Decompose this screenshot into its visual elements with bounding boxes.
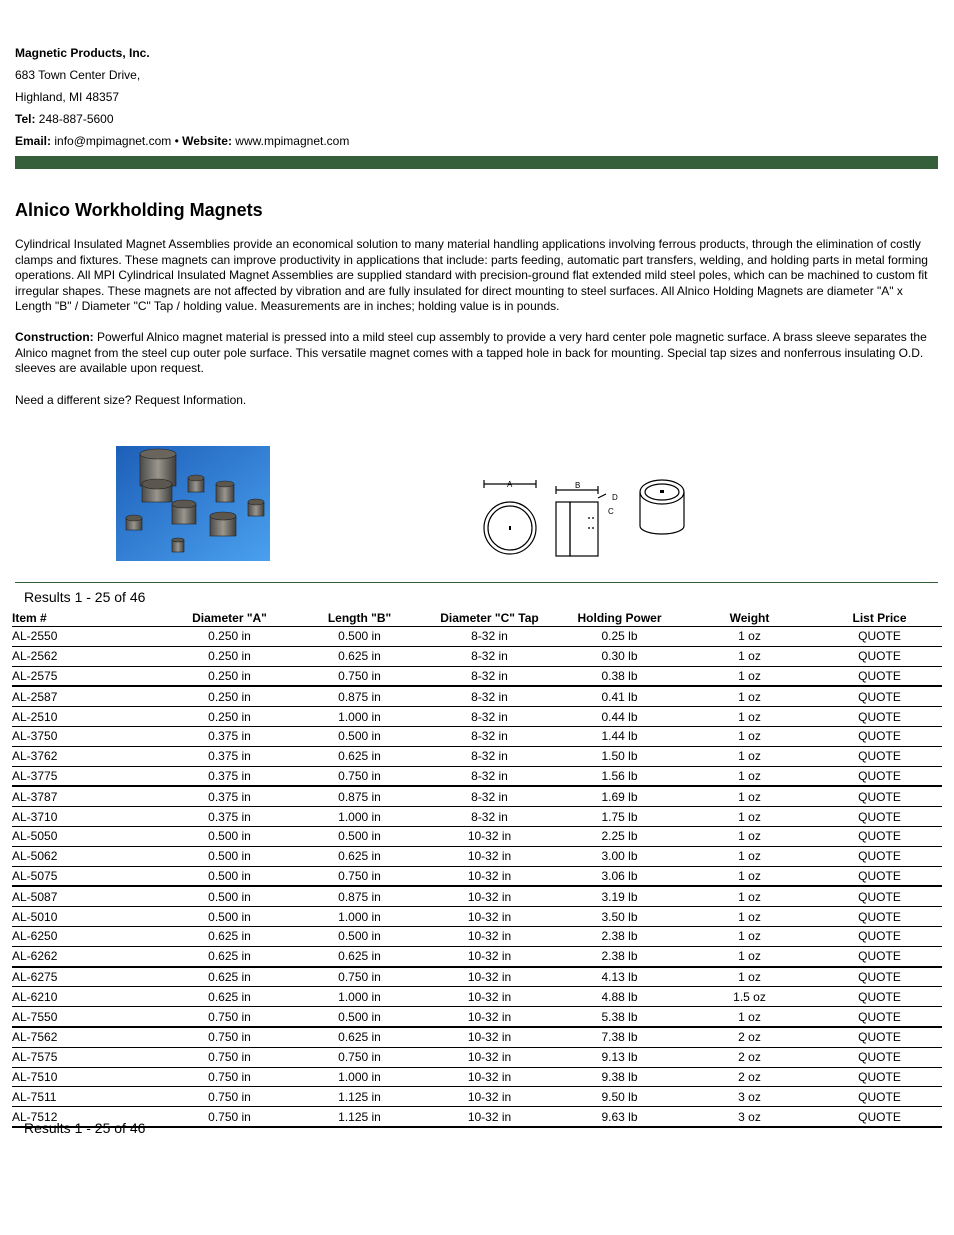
weight-cell: 1 oz xyxy=(682,686,817,706)
item-number-cell[interactable]: AL-7562 xyxy=(12,1027,162,1047)
list-price-cell[interactable]: QUOTE xyxy=(817,886,942,906)
holding-power-cell: 3.06 lb xyxy=(557,866,682,886)
list-price-cell[interactable]: QUOTE xyxy=(817,1107,942,1127)
holding-power-cell: 0.44 lb xyxy=(557,707,682,727)
diameter-c-tap-cell: 8-32 in xyxy=(422,686,557,706)
table-row[interactable] xyxy=(12,786,942,806)
diameter-c-tap-cell: 8-32 in xyxy=(422,646,557,666)
item-number-cell[interactable]: AL-2550 xyxy=(12,627,162,647)
diameter-a-cell: 0.750 in xyxy=(162,1047,297,1067)
table-row[interactable] xyxy=(12,746,942,766)
list-price-cell[interactable]: QUOTE xyxy=(817,1067,942,1087)
length-b-cell: 0.625 in xyxy=(297,746,422,766)
diameter-c-tap-cell: 8-32 in xyxy=(422,707,557,727)
weight-cell: 1 oz xyxy=(682,1007,817,1027)
header-divider-bar xyxy=(15,156,938,169)
table-row[interactable] xyxy=(12,807,942,827)
diameter-a-cell: 0.750 in xyxy=(162,1087,297,1107)
weight-cell: 3 oz xyxy=(682,1107,817,1127)
item-number-cell[interactable]: AL-5010 xyxy=(12,907,162,927)
company-name: Magnetic Products, Inc. xyxy=(15,46,150,60)
col-weight[interactable]: Weight xyxy=(682,609,817,627)
email-link[interactable]: info@mpimagnet.com xyxy=(54,134,172,148)
weight-cell: 1 oz xyxy=(682,946,817,966)
holding-power-cell: 3.00 lb xyxy=(557,846,682,866)
item-number-cell[interactable]: AL-6210 xyxy=(12,987,162,1007)
table-row[interactable] xyxy=(12,907,942,927)
diameter-a-cell: 0.375 in xyxy=(162,766,297,786)
diameter-c-tap-cell: 10-32 in xyxy=(422,946,557,966)
diameter-c-tap-cell: 10-32 in xyxy=(422,1027,557,1047)
separator: • xyxy=(174,134,179,148)
diameter-a-cell: 0.250 in xyxy=(162,666,297,686)
length-b-cell: 0.750 in xyxy=(297,766,422,786)
diameter-c-tap-cell: 10-32 in xyxy=(422,866,557,886)
diameter-a-cell: 0.625 in xyxy=(162,926,297,946)
col-diameter-c-tap[interactable]: Diameter "C" Tap xyxy=(422,609,557,627)
weight-cell: 1 oz xyxy=(682,846,817,866)
holding-power-cell: 4.88 lb xyxy=(557,987,682,1007)
diameter-a-cell: 0.250 in xyxy=(162,707,297,727)
weight-cell: 1.5 oz xyxy=(682,987,817,1007)
holding-power-cell: 1.44 lb xyxy=(557,726,682,746)
holding-power-cell: 1.50 lb xyxy=(557,746,682,766)
length-b-cell: 1.000 in xyxy=(297,707,422,727)
weight-cell: 1 oz xyxy=(682,707,817,727)
address-line-2: Highland, MI 48357 xyxy=(15,90,120,104)
table-row[interactable] xyxy=(12,926,942,946)
diameter-c-tap-cell: 10-32 in xyxy=(422,1007,557,1027)
table-row[interactable] xyxy=(12,1047,942,1067)
diameter-a-cell: 0.750 in xyxy=(162,1007,297,1027)
weight-cell: 1 oz xyxy=(682,726,817,746)
item-number-cell[interactable]: AL-2587 xyxy=(12,686,162,706)
diameter-c-tap-cell: 10-32 in xyxy=(422,846,557,866)
list-price-cell[interactable]: QUOTE xyxy=(817,726,942,746)
section-divider xyxy=(15,582,938,583)
weight-cell: 3 oz xyxy=(682,1087,817,1107)
item-number-cell[interactable]: AL-7510 xyxy=(12,1067,162,1087)
diameter-a-cell: 0.750 in xyxy=(162,1067,297,1087)
table-row[interactable] xyxy=(12,1107,942,1127)
length-b-cell: 0.625 in xyxy=(297,646,422,666)
holding-power-cell: 2.38 lb xyxy=(557,946,682,966)
label-c: C xyxy=(608,507,614,516)
length-b-cell: 0.500 in xyxy=(297,826,422,846)
email-label: Email: xyxy=(15,134,52,148)
table-row[interactable] xyxy=(12,627,942,647)
col-item[interactable]: Item # xyxy=(12,609,162,627)
list-price-cell[interactable]: QUOTE xyxy=(817,746,942,766)
col-holding-power[interactable]: Holding Power xyxy=(557,609,682,627)
holding-power-cell: 5.38 lb xyxy=(557,1007,682,1027)
list-price-cell[interactable]: QUOTE xyxy=(817,907,942,927)
table-row[interactable] xyxy=(12,707,942,727)
holding-power-cell: 0.41 lb xyxy=(557,686,682,706)
weight-cell: 1 oz xyxy=(682,826,817,846)
list-price-cell[interactable]: QUOTE xyxy=(817,1087,942,1107)
table-row[interactable] xyxy=(12,846,942,866)
construction-text: Powerful Alnico magnet material is pressed into a mild steel cup assembly to provide a very hard center pole magnetic surface. A brass sleeve separates the Alnico magnet from the steel cup outer pole surface. This versatile magnet comes with a tapped hole in back for mounting. Special tap sizes and nonferrous insulating O.D. sleeves are available upon request. xyxy=(15,330,927,376)
website-label: Website: xyxy=(182,134,232,148)
item-number-cell[interactable]: AL-7575 xyxy=(12,1047,162,1067)
length-b-cell: 1.000 in xyxy=(297,907,422,927)
length-b-cell: 1.000 in xyxy=(297,987,422,1007)
diameter-a-cell: 0.500 in xyxy=(162,846,297,866)
holding-power-cell: 7.38 lb xyxy=(557,1027,682,1047)
holding-power-cell: 2.38 lb xyxy=(557,926,682,946)
weight-cell: 1 oz xyxy=(682,666,817,686)
list-price-cell[interactable]: QUOTE xyxy=(817,807,942,827)
table-header-row xyxy=(12,609,942,627)
holding-power-cell: 2.25 lb xyxy=(557,826,682,846)
item-number-cell[interactable]: AL-3710 xyxy=(12,807,162,827)
length-b-cell: 1.125 in xyxy=(297,1107,422,1127)
length-b-cell: 1.125 in xyxy=(297,1087,422,1107)
address-line-1: 683 Town Center Drive, xyxy=(15,68,141,82)
table-row[interactable] xyxy=(12,1067,942,1087)
weight-cell: 1 oz xyxy=(682,926,817,946)
holding-power-cell: 9.13 lb xyxy=(557,1047,682,1067)
tel-label: Tel: xyxy=(15,112,36,126)
holding-power-cell: 1.69 lb xyxy=(557,786,682,806)
holding-power-cell: 0.30 lb xyxy=(557,646,682,666)
item-number-cell[interactable]: AL-5050 xyxy=(12,826,162,846)
holding-power-cell: 9.50 lb xyxy=(557,1087,682,1107)
list-price-cell[interactable]: QUOTE xyxy=(817,926,942,946)
list-price-cell[interactable]: QUOTE xyxy=(817,686,942,706)
list-price-cell[interactable]: QUOTE xyxy=(817,786,942,806)
table-row[interactable] xyxy=(12,666,942,686)
diameter-c-tap-cell: 8-32 in xyxy=(422,627,557,647)
list-price-cell[interactable]: QUOTE xyxy=(817,646,942,666)
table-row[interactable] xyxy=(12,726,942,746)
diameter-a-cell: 0.500 in xyxy=(162,907,297,927)
table-row[interactable] xyxy=(12,646,942,666)
holding-power-cell: 1.56 lb xyxy=(557,766,682,786)
length-b-cell: 0.750 in xyxy=(297,666,422,686)
diameter-c-tap-cell: 10-32 in xyxy=(422,1047,557,1067)
list-price-cell[interactable]: QUOTE xyxy=(817,967,942,987)
weight-cell: 1 oz xyxy=(682,766,817,786)
products-table xyxy=(12,609,942,1128)
length-b-cell: 0.625 in xyxy=(297,846,422,866)
item-number-cell[interactable]: AL-2575 xyxy=(12,666,162,686)
holding-power-cell: 0.25 lb xyxy=(557,627,682,647)
table-row[interactable] xyxy=(12,1027,942,1047)
table-body xyxy=(12,627,942,1127)
item-number-cell[interactable]: AL-3762 xyxy=(12,746,162,766)
diameter-a-cell: 0.500 in xyxy=(162,886,297,906)
length-b-cell: 0.875 in xyxy=(297,886,422,906)
length-b-cell: 0.625 in xyxy=(297,946,422,966)
list-price-cell[interactable]: QUOTE xyxy=(817,866,942,886)
item-number-cell[interactable]: AL-3750 xyxy=(12,726,162,746)
weight-cell: 1 oz xyxy=(682,807,817,827)
diameter-c-tap-cell: 10-32 in xyxy=(422,987,557,1007)
weight-cell: 1 oz xyxy=(682,627,817,647)
holding-power-cell: 1.75 lb xyxy=(557,807,682,827)
list-price-cell[interactable]: QUOTE xyxy=(817,1047,942,1067)
results-count-top: Results 1 - 25 of 46 xyxy=(24,589,146,605)
diameter-a-cell: 0.375 in xyxy=(162,746,297,766)
item-number-cell[interactable]: AL-7512 xyxy=(12,1107,162,1127)
length-b-cell: 1.000 in xyxy=(297,807,422,827)
length-b-cell: 0.500 in xyxy=(297,627,422,647)
item-number-cell[interactable]: AL-7550 xyxy=(12,1007,162,1027)
item-number-cell[interactable]: AL-7511 xyxy=(12,1087,162,1107)
table-row[interactable] xyxy=(12,866,942,886)
weight-cell: 1 oz xyxy=(682,746,817,766)
table-row[interactable] xyxy=(12,1087,942,1107)
holding-power-cell: 3.50 lb xyxy=(557,907,682,927)
list-price-cell[interactable]: QUOTE xyxy=(817,1027,942,1047)
list-price-cell[interactable]: QUOTE xyxy=(817,826,942,846)
holding-power-cell: 3.19 lb xyxy=(557,886,682,906)
diameter-a-cell: 0.750 in xyxy=(162,1027,297,1047)
diameter-a-cell: 0.625 in xyxy=(162,967,297,987)
request-info-link[interactable]: Need a different size? Request Information. xyxy=(15,393,247,407)
table-row[interactable] xyxy=(12,886,942,906)
table-row[interactable] xyxy=(12,967,942,987)
diameter-c-tap-cell: 8-32 in xyxy=(422,766,557,786)
item-number-cell[interactable]: AL-6250 xyxy=(12,926,162,946)
diameter-c-tap-cell: 10-32 in xyxy=(422,1067,557,1087)
weight-cell: 2 oz xyxy=(682,1027,817,1047)
col-list-price[interactable]: List Price xyxy=(817,609,942,627)
weight-cell: 1 oz xyxy=(682,967,817,987)
weight-cell: 1 oz xyxy=(682,886,817,906)
diameter-c-tap-cell: 10-32 in xyxy=(422,1087,557,1107)
weight-cell: 1 oz xyxy=(682,866,817,886)
magnets-photo xyxy=(116,446,270,561)
length-b-cell: 1.000 in xyxy=(297,1067,422,1087)
diameter-c-tap-cell: 8-32 in xyxy=(422,666,557,686)
diameter-c-tap-cell: 8-32 in xyxy=(422,726,557,746)
diameter-c-tap-cell: 10-32 in xyxy=(422,1107,557,1127)
table-row[interactable] xyxy=(12,826,942,846)
list-price-cell[interactable]: QUOTE xyxy=(817,707,942,727)
item-number-cell[interactable]: AL-6275 xyxy=(12,967,162,987)
item-number-cell[interactable]: AL-3787 xyxy=(12,786,162,806)
list-price-cell[interactable]: QUOTE xyxy=(817,1007,942,1027)
dimension-diagram xyxy=(478,472,690,562)
diameter-a-cell: 0.375 in xyxy=(162,726,297,746)
col-length-b[interactable]: Length "B" xyxy=(297,609,422,627)
length-b-cell: 0.500 in xyxy=(297,726,422,746)
diameter-c-tap-cell: 10-32 in xyxy=(422,926,557,946)
construction-label: Construction: xyxy=(15,330,94,344)
diameter-a-cell: 0.500 in xyxy=(162,866,297,886)
diameter-a-cell: 0.250 in xyxy=(162,686,297,706)
diameter-c-tap-cell: 8-32 in xyxy=(422,786,557,806)
diameter-a-cell: 0.625 in xyxy=(162,946,297,966)
length-b-cell: 0.750 in xyxy=(297,866,422,886)
diameter-c-tap-cell: 10-32 in xyxy=(422,886,557,906)
diameter-c-tap-cell: 8-32 in xyxy=(422,807,557,827)
company-info xyxy=(15,42,349,152)
diameter-a-cell: 0.375 in xyxy=(162,807,297,827)
length-b-cell: 0.750 in xyxy=(297,1047,422,1067)
length-b-cell: 0.500 in xyxy=(297,1007,422,1027)
table-row[interactable] xyxy=(12,766,942,786)
label-b: B xyxy=(575,481,581,490)
page-title: Alnico Workholding Magnets xyxy=(15,200,263,220)
weight-cell: 2 oz xyxy=(682,1047,817,1067)
list-price-cell[interactable]: QUOTE xyxy=(817,766,942,786)
results-count-bottom: Results 1 - 25 of 46 xyxy=(24,1120,146,1136)
list-price-cell[interactable]: QUOTE xyxy=(817,627,942,647)
holding-power-cell: 4.13 lb xyxy=(557,967,682,987)
item-number-cell[interactable]: AL-5075 xyxy=(12,866,162,886)
tel-value: 248-887-5600 xyxy=(38,112,114,126)
diameter-a-cell: 0.750 in xyxy=(162,1107,297,1127)
list-price-cell[interactable]: QUOTE xyxy=(817,946,942,966)
label-d: D xyxy=(612,493,618,502)
item-number-cell[interactable]: AL-5062 xyxy=(12,846,162,866)
item-number-cell[interactable]: AL-2510 xyxy=(12,707,162,727)
holding-power-cell: 9.63 lb xyxy=(557,1107,682,1127)
weight-cell: 1 oz xyxy=(682,786,817,806)
list-price-cell[interactable]: QUOTE xyxy=(817,987,942,1007)
diameter-c-tap-cell: 10-32 in xyxy=(422,967,557,987)
diameter-a-cell: 0.250 in xyxy=(162,627,297,647)
diameter-c-tap-cell: 10-32 in xyxy=(422,907,557,927)
diameter-a-cell: 0.375 in xyxy=(162,786,297,806)
description-paragraph: Cylindrical Insulated Magnet Assemblies provide an economical solution to many material handling applications involving ferrous products, through the elimination of costly clamps and fixtures. These magnets can improve productivity in applications that include: parts feeding, automatic part transfers, welding, and holding parts in metal forming operations. All MPI Cylindrical Insulated Magnet Assemblies are supplied standard with precision-ground flat extended mild steel poles, which can be machined to custom fit irregular shapes. These magnets are not affected by vibration and are fully insulated for direct mounting to steel surfaces. All Alnico Holding Magnets are diameter "A" x Length "B" / Diameter "C" Tap / holding value. Measurements are in inches; holding value is in pounds. xyxy=(15,237,928,314)
holding-power-cell: 9.38 lb xyxy=(557,1067,682,1087)
website-link[interactable]: www.mpimagnet.com xyxy=(235,134,350,148)
table-row[interactable] xyxy=(12,686,942,706)
diameter-c-tap-cell: 10-32 in xyxy=(422,826,557,846)
length-b-cell: 0.750 in xyxy=(297,967,422,987)
item-number-cell[interactable]: AL-5087 xyxy=(12,886,162,906)
diameter-a-cell: 0.625 in xyxy=(162,987,297,1007)
diameter-a-cell: 0.250 in xyxy=(162,646,297,666)
weight-cell: 1 oz xyxy=(682,907,817,927)
col-diameter-a[interactable]: Diameter "A" xyxy=(162,609,297,627)
construction-paragraph xyxy=(15,330,930,377)
length-b-cell: 0.875 in xyxy=(297,786,422,806)
length-b-cell: 0.875 in xyxy=(297,686,422,706)
table-row[interactable] xyxy=(12,1007,942,1027)
diameter-c-tap-cell: 8-32 in xyxy=(422,746,557,766)
table-row[interactable] xyxy=(12,987,942,1007)
holding-power-cell: 0.38 lb xyxy=(557,666,682,686)
label-a: A xyxy=(507,480,513,489)
item-number-cell[interactable]: AL-2562 xyxy=(12,646,162,666)
table-row[interactable] xyxy=(12,946,942,966)
item-number-cell[interactable]: AL-6262 xyxy=(12,946,162,966)
list-price-cell[interactable]: QUOTE xyxy=(817,666,942,686)
length-b-cell: 0.625 in xyxy=(297,1027,422,1047)
weight-cell: 1 oz xyxy=(682,646,817,666)
item-number-cell[interactable]: AL-3775 xyxy=(12,766,162,786)
length-b-cell: 0.500 in xyxy=(297,926,422,946)
weight-cell: 2 oz xyxy=(682,1067,817,1087)
list-price-cell[interactable]: QUOTE xyxy=(817,846,942,866)
diameter-a-cell: 0.500 in xyxy=(162,826,297,846)
